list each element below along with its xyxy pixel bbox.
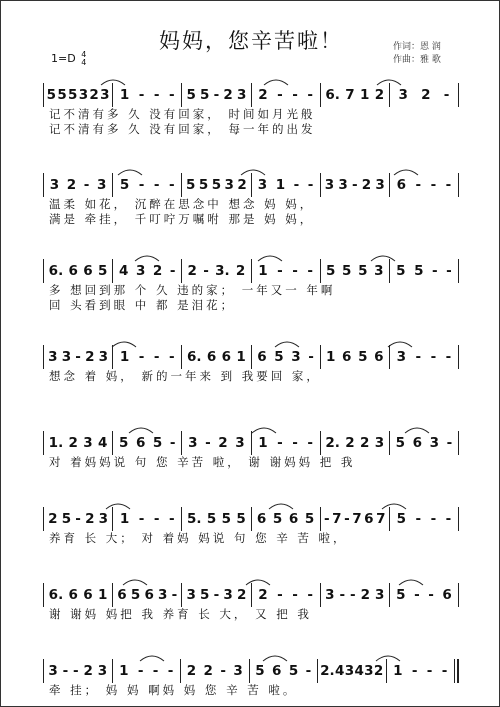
note: 5 — [68, 87, 78, 103]
note: 3 — [396, 349, 406, 365]
note: - — [428, 587, 434, 603]
note: - — [168, 349, 175, 365]
note: 2 — [48, 511, 58, 527]
note: 3 — [78, 87, 89, 103]
note: 2 — [258, 587, 268, 603]
note: - — [138, 349, 145, 365]
slur — [246, 580, 270, 585]
slur — [241, 170, 265, 175]
time-bottom: 4 — [81, 58, 87, 67]
note: 3 — [237, 87, 247, 103]
note: - — [171, 587, 178, 603]
note: 2 — [85, 511, 95, 527]
note: 2 — [66, 177, 77, 193]
note: 5 — [304, 511, 315, 527]
note: 1 — [359, 87, 370, 103]
note: - — [205, 435, 211, 451]
note: 6 — [68, 263, 78, 279]
note: 3 — [324, 177, 335, 193]
note: 5. — [187, 511, 202, 527]
note: - — [307, 87, 313, 103]
note: 2 — [361, 177, 372, 193]
note: - — [153, 87, 160, 103]
note: - — [292, 87, 298, 103]
notation-system — [41, 659, 461, 698]
note: - — [305, 663, 312, 679]
time-top: 4 — [81, 50, 87, 59]
note: 5 — [130, 587, 141, 603]
note: - — [167, 663, 174, 679]
note: - — [83, 177, 90, 193]
note: 5 — [236, 511, 246, 527]
note: 3. — [215, 263, 230, 279]
note: - — [220, 663, 226, 679]
note: 2 — [152, 263, 163, 279]
note: - — [277, 435, 283, 451]
slur-marks — [41, 73, 461, 87]
note: 5 — [255, 663, 265, 679]
note: 6 — [221, 349, 232, 365]
slur — [371, 256, 395, 261]
note: 1 — [98, 587, 108, 603]
note: 4 — [354, 663, 364, 679]
slur — [263, 656, 287, 661]
note: - — [152, 663, 159, 679]
note: 3 — [186, 587, 196, 603]
note: 1 — [236, 349, 246, 365]
note: 5 — [200, 587, 210, 603]
note: 1 — [119, 663, 129, 679]
note: 3 — [338, 177, 348, 193]
note: 3 — [98, 349, 109, 365]
note: 7 — [352, 511, 362, 527]
note: - — [153, 511, 160, 527]
note: - — [137, 663, 144, 679]
slur-marks — [41, 335, 461, 349]
note: 5 — [326, 263, 336, 279]
credits — [393, 41, 441, 67]
note: 3 — [223, 587, 233, 603]
slur — [269, 504, 293, 509]
note: - — [307, 177, 314, 193]
note: 1 — [258, 435, 268, 451]
note: 2 — [237, 587, 247, 603]
note: 5 — [358, 349, 368, 365]
note: 5 — [186, 177, 196, 193]
note: 3 — [374, 263, 384, 279]
note: - — [307, 263, 313, 279]
note: 1 — [393, 663, 403, 679]
notation-system — [41, 83, 461, 137]
note: 6 — [374, 349, 384, 365]
note: - — [168, 511, 175, 527]
note: - — [445, 511, 452, 527]
note: 3 — [374, 587, 385, 603]
slur — [112, 342, 136, 347]
note: - — [430, 177, 437, 193]
lyric-line: 想念 着 妈， 新的一年来 到 我要回 家， — [49, 369, 321, 383]
note: - — [277, 587, 283, 603]
note: 6 — [68, 587, 78, 603]
note: - — [443, 87, 450, 103]
slur — [135, 256, 159, 261]
note: 2 — [218, 435, 228, 451]
note: 3 — [375, 177, 385, 193]
key-label: 1=D — [51, 52, 76, 65]
note: - — [292, 587, 298, 603]
note: - — [415, 349, 422, 365]
note: 5 — [57, 87, 67, 103]
note: 7 — [345, 87, 355, 103]
note: - — [441, 663, 448, 679]
note: 5 — [198, 177, 209, 193]
note: 3 — [224, 177, 234, 193]
note: 5 — [342, 263, 352, 279]
note: 5 — [396, 263, 406, 279]
note: 3 — [374, 435, 385, 451]
slur — [129, 428, 153, 433]
note: - — [339, 587, 346, 603]
note: 6 — [257, 349, 267, 365]
note: - — [277, 263, 283, 279]
note: 1 — [258, 263, 268, 279]
slur — [275, 342, 299, 347]
note: 3 — [429, 435, 440, 451]
note: - — [430, 349, 437, 365]
note: 6 — [342, 349, 352, 365]
note: 6 — [396, 177, 406, 193]
note: 5 — [211, 177, 222, 193]
note: 5 — [395, 435, 406, 451]
slur — [264, 80, 288, 85]
lyric-line: 温柔 如花， 沉醉在思念中 想念 妈 妈， — [49, 197, 315, 211]
note: - — [307, 435, 313, 451]
note: - — [430, 511, 437, 527]
note: 3 — [98, 511, 109, 527]
slur — [106, 504, 130, 509]
note: 6 — [272, 663, 282, 679]
note: 3 — [257, 177, 268, 193]
note: 3 — [235, 435, 245, 451]
note: 2 — [237, 177, 247, 193]
lyric-line: 养育 长 大； 对 着妈 妈说 句 您 辛 苦 啦， — [49, 531, 348, 545]
slur-marks — [41, 249, 461, 263]
note: - — [445, 177, 452, 193]
note: 3 — [48, 663, 58, 679]
lyricist: 作词：恩 润 — [393, 42, 441, 52]
lyric-line: 记不清有多 久 没有回家， 每一年的出发 — [49, 122, 316, 136]
note: 5 — [46, 87, 57, 103]
note: 6 — [117, 587, 127, 603]
note: - — [138, 177, 145, 193]
note: 2 — [373, 663, 384, 679]
note: - — [168, 87, 175, 103]
note: - — [153, 177, 160, 193]
note: 6 — [256, 511, 267, 527]
slur — [101, 80, 125, 85]
note: 1 — [119, 511, 130, 527]
note: 2 — [360, 587, 370, 603]
notation-system — [41, 259, 461, 313]
note: - — [426, 663, 433, 679]
note: 3 — [135, 263, 146, 279]
note: 2 — [235, 263, 246, 279]
note: 7 — [376, 511, 386, 527]
note: 5 — [206, 511, 217, 527]
note: - — [153, 349, 160, 365]
note: 2 — [68, 435, 78, 451]
note: 5 — [119, 177, 130, 193]
note: 4 — [98, 435, 108, 451]
note: 2 — [374, 87, 385, 103]
note: 4 — [118, 263, 129, 279]
time-signature — [81, 51, 86, 67]
note: 2 — [83, 663, 93, 679]
note: - — [445, 349, 452, 365]
notation-system — [41, 173, 461, 227]
note: 4 — [335, 663, 345, 679]
slur — [394, 170, 418, 175]
note: 3 — [364, 663, 374, 679]
note: 2. — [325, 435, 340, 451]
note: 6 — [135, 435, 146, 451]
note: - — [293, 177, 300, 193]
note: 6. — [48, 587, 64, 603]
note: 3 — [291, 349, 301, 365]
slur-marks — [41, 573, 461, 587]
note: 3 — [49, 177, 60, 193]
note: - — [350, 587, 356, 603]
note: 2. — [320, 663, 335, 679]
note: 1 — [326, 349, 336, 365]
note: 6 — [288, 511, 299, 527]
note: 3 — [96, 177, 107, 193]
note: 2 — [345, 435, 355, 451]
note: - — [138, 511, 145, 527]
note: 2 — [203, 663, 213, 679]
note: 6 — [83, 587, 93, 603]
note: 2 — [89, 87, 99, 103]
note: 5 — [186, 87, 196, 103]
lyric-line: 谢 谢妈 妈把 我 养育 长 大， 又 把 我 — [49, 607, 312, 621]
note: 5 — [272, 511, 283, 527]
slur — [382, 504, 406, 509]
slur — [252, 428, 276, 433]
note: - — [307, 587, 313, 603]
lyric-line: 牵 挂； 妈 妈 啊妈 妈 您 辛 苦 啦。 — [49, 683, 298, 697]
note: 5 — [152, 435, 163, 451]
note: 2 — [258, 87, 268, 103]
note: 5 — [358, 263, 368, 279]
note: - — [411, 663, 418, 679]
slur-marks — [41, 163, 461, 177]
note: - — [169, 435, 176, 451]
note: - — [213, 587, 220, 603]
note: 2 — [187, 263, 197, 279]
note: 7 — [332, 511, 342, 527]
note: 1 — [119, 87, 130, 103]
note: 3 — [325, 587, 335, 603]
note: 5 — [221, 511, 232, 527]
note: 3 — [100, 87, 110, 103]
note: - — [277, 87, 283, 103]
note: - — [73, 663, 79, 679]
note: - — [292, 263, 298, 279]
note: 5 — [200, 87, 210, 103]
note: 1 — [119, 349, 130, 365]
note: 2 — [223, 87, 233, 103]
note: 3 — [344, 663, 355, 679]
notation-system — [41, 431, 461, 470]
slur — [258, 256, 282, 261]
lyric-line: 对 着妈妈说 句 您 辛苦 啦， 谢 谢妈妈 把 我 — [49, 455, 356, 469]
song-title: 妈妈，您辛苦啦！ — [159, 29, 343, 53]
slur — [376, 656, 400, 661]
note: 6 — [412, 435, 423, 451]
note: - — [344, 511, 350, 527]
note: 5 — [98, 263, 108, 279]
slur-marks — [41, 421, 461, 435]
note: 1. — [48, 435, 64, 451]
note: - — [213, 87, 220, 103]
slur-marks — [41, 649, 461, 663]
note: - — [351, 177, 358, 193]
note: - — [415, 177, 422, 193]
note: 3 — [97, 663, 108, 679]
note: - — [432, 263, 438, 279]
note: 3 — [83, 435, 93, 451]
note: 2 — [85, 349, 95, 365]
slur — [123, 580, 147, 585]
slur — [388, 342, 412, 347]
note: 5 — [288, 663, 299, 679]
note: 3 — [398, 87, 408, 103]
note: 2 — [359, 435, 370, 451]
note: - — [75, 349, 81, 365]
lyric-line: 多 想回到那 个 久 违的家； 一年又一 年啊 — [49, 283, 336, 297]
note: - — [75, 511, 81, 527]
note: 3 — [48, 349, 58, 365]
note: 3 — [233, 663, 243, 679]
note: - — [446, 435, 453, 451]
lyric-line: 记不清有多 久 没有回家， 时间如月光般 — [49, 107, 316, 121]
note: 6. — [48, 263, 64, 279]
lyric-line: 回 头看到眼 中 都 是泪花； — [49, 298, 236, 312]
note: 2 — [421, 87, 431, 103]
note: - — [138, 87, 145, 103]
slur-marks — [41, 497, 461, 511]
slur — [399, 580, 423, 585]
note: 3 — [158, 587, 168, 603]
note: - — [323, 511, 330, 527]
slur — [140, 656, 164, 661]
note: 5 — [414, 263, 424, 279]
notation-system — [41, 583, 461, 622]
note: - — [292, 435, 298, 451]
note: 5 — [274, 349, 284, 365]
note: - — [203, 263, 209, 279]
note: 5 — [61, 511, 72, 527]
note: 5 — [396, 511, 406, 527]
slur — [405, 428, 429, 433]
note: - — [169, 263, 176, 279]
key-signature — [51, 51, 86, 67]
note: - — [414, 587, 420, 603]
note: 3 — [61, 349, 72, 365]
note: 2 — [186, 663, 197, 679]
notation-system — [41, 345, 461, 384]
slur — [377, 80, 401, 85]
note: 6. — [187, 349, 202, 365]
note: - — [446, 263, 452, 279]
note: - — [415, 511, 422, 527]
slur — [118, 170, 142, 175]
note: 6 — [364, 511, 374, 527]
note: 5 — [118, 435, 129, 451]
notation-system — [41, 507, 461, 546]
note: 6 — [83, 263, 93, 279]
note: 5 — [396, 587, 406, 603]
note: 1 — [275, 177, 286, 193]
note: 6 — [144, 587, 154, 603]
note: 3 — [188, 435, 198, 451]
note: - — [308, 349, 314, 365]
note: - — [62, 663, 69, 679]
note: 6 — [206, 349, 217, 365]
lyric-line: 满是 牵挂， 千叮咛万嘱咐 那是 妈 妈， — [49, 212, 315, 226]
note: 6. — [325, 87, 340, 103]
composer: 作曲：雅 歌 — [393, 55, 441, 65]
note: 6 — [442, 587, 452, 603]
note: - — [168, 177, 175, 193]
